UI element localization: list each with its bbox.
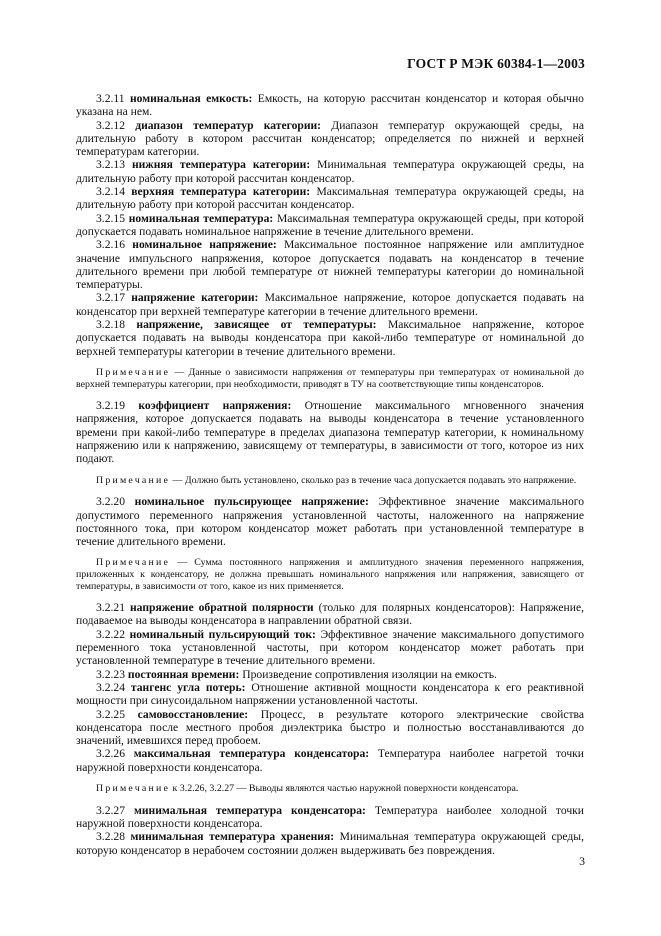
definition-3-2-12: 3.2.12 диапазон температур категории: Диапазон температур окружающей среды, на длительную работу в котором рассчитан конденсатор; определяется по нижней и верхней температурам категории. [76, 118, 584, 159]
definition-3-2-13: 3.2.13 нижняя температура категории: Минимальная температура окружающей среды, на длительную работу при которой рассчитан конденсатор. [76, 158, 584, 185]
term: номинальный пульсирующий ток: [129, 627, 316, 641]
definition-3-2-21: 3.2.21 напряжение обратной полярности (только для полярных конденсаторов): Напряжение, подаваемое на выводы конденсатора в направлении обратной связи. [76, 601, 584, 628]
term: напряжение обратной полярности [130, 601, 314, 615]
term: постоянная времени: [127, 667, 240, 681]
definition-3-2-24: 3.2.24 тангенс угла потерь: Отношение активной мощности конденсатора к его реактивной мощности при синусоидальном напряжении установленной частоты. [76, 680, 584, 708]
definition-3-2-14: 3.2.14 верхняя температура категории: Максимальная температура окружающей среды, на длительную работу при которой рассчитан конденсатор. [76, 185, 584, 212]
term: номинальное пульсирующее напряжение: [134, 495, 369, 509]
note-label: Примечание [96, 366, 171, 378]
document-body [76, 92, 584, 857]
note-label: Примечание [96, 474, 171, 486]
definition-3-2-25: 3.2.25 самовосстановление: Процесс, в результате которого электрические свойства конденсатора после местного пробоя диэлектрика быстро и полностью восстанавливаются до значений, имевшихся перед пробоем. [76, 707, 584, 748]
definition-3-2-17: 3.2.17 напряжение категории: Максимальное напряжение, которое допускается подавать на конденсатор при верхней температуре категории в течение длительного времени. [76, 291, 584, 318]
term: верхняя температура категории: [131, 185, 311, 199]
term: максимальная температура конденсатора: [133, 747, 370, 761]
page-number: 3 [579, 856, 585, 868]
note-label: Примечание [96, 557, 171, 569]
definition-3-2-27: 3.2.27 минимальная температура конденсатора: Температура наиболее холодной точки наружной поверхности конденсатора. [76, 803, 585, 830]
definition-3-2-15: 3.2.15 номинальная температура: Максимальная температура окружающей среды, при которой допускается подавать номинальное напряжение в течение длительного времени. [76, 211, 585, 238]
term: минимальная температура конденсатора: [133, 803, 366, 817]
term: тангенс угла потерь: [130, 680, 246, 694]
term: номинальная емкость: [129, 92, 253, 105]
definition-3-2-26: 3.2.26 максимальная температура конденсатора: Температура наиболее нагретой точки наружной поверхности конденсатора. [76, 747, 584, 774]
term: напряжение, зависящее от температуры: [136, 318, 377, 332]
term: нижняя температура категории: [131, 158, 311, 172]
term: диапазон температур категории: [135, 118, 322, 132]
definition-3-2-11: 3.2.11 номинальная емкость: Емкость, на которую рассчитан конденсатор и которая обычно указана на нем. [76, 92, 584, 119]
term: минимальная температура хранения: [130, 830, 335, 844]
term: напряжение категории: [131, 291, 259, 305]
term: номинальное напряжение: [132, 238, 277, 252]
definition-3-2-23: 3.2.23 постоянная времени: Произведение сопротивления изоляции на емкость. [96, 667, 497, 681]
note-1: Примечание — Данные о зависимости напряжения от температуры при температурах от номинальной до верхней температуры категории, при необходимости, приводят в ТУ на соответствующие типы конденсаторов. [76, 366, 584, 390]
definition-3-2-28: 3.2.28 минимальная температура хранения: Минимальная температура окружающей среды, которую конденсатор в нерабочем состоянии должен выдерживать без повреждения. [76, 830, 584, 857]
note-label: Примечание [96, 783, 171, 795]
definition-3-2-19: 3.2.19 коэффициент напряжения: Отношение максимального мгновенного значения напряжения, которое допускается подавать на выводы конденсатора в течение установленного времени при какой-либо температуре в пределах диапазона температур категории, к номинальному напряжению или к напряжению, зависящему от температуры, в зависимости от того, которое из них подают. [76, 399, 584, 466]
term: самовосстановление: [137, 707, 249, 721]
definition-3-2-16: 3.2.16 номинальное напряжение: Максимальное постоянное напряжение или амплитудное значение импульсного напряжения, которое допускается подавать на конденсатор в течение длительного времени при любой температуре от нижней температуры категории до номинальной температуры. [76, 238, 585, 292]
definition-3-2-22: 3.2.22 номинальный пульсирующий ток: Эффективное значение максимального допустимого переменного тока установленной частоты, при котором конденсатор может работать при установленной температуре в течение длительного времени. [76, 627, 585, 668]
definition-3-2-18: 3.2.18 напряжение, зависящее от температуры: Максимальное напряжение, которое допускается подавать на выводы конденсатора при какой-либо температуре от номинальной до верхней температуры категории в течение длительного времени. [76, 318, 585, 358]
term: коэффициент напряжения: [138, 399, 292, 413]
note-2: Примечание — Должно быть установлено, сколько раз в течение часа допускается подавать это напряжение. [96, 474, 577, 486]
definition-3-2-20: 3.2.20 номинальное пульсирующее напряжение: Эффективное значение максимального допустимого переменного напряжения установленной частоты, наложенного на напряжение постоянного тока, при котором конденсатор может работать при установленной температуре в течение длительного времени. [76, 495, 585, 549]
note-4: Примечание к 3.2.26, 3.2.27 — Выводы являются частью наружной поверхности конденсатора. [96, 783, 519, 795]
term: номинальная температура: [128, 211, 274, 225]
document-header: ГОСТ Р МЭК 60384-1—2003 [407, 56, 585, 71]
note-3: Примечание — Сумма постоянного напряжения и амплитудного значения переменного напряжения, приложенных к конденсатору, не должна превышать номинального напряжения или напряжения, зависящего от температуры, в зависимости от того, какое из них применяется. [76, 557, 584, 592]
